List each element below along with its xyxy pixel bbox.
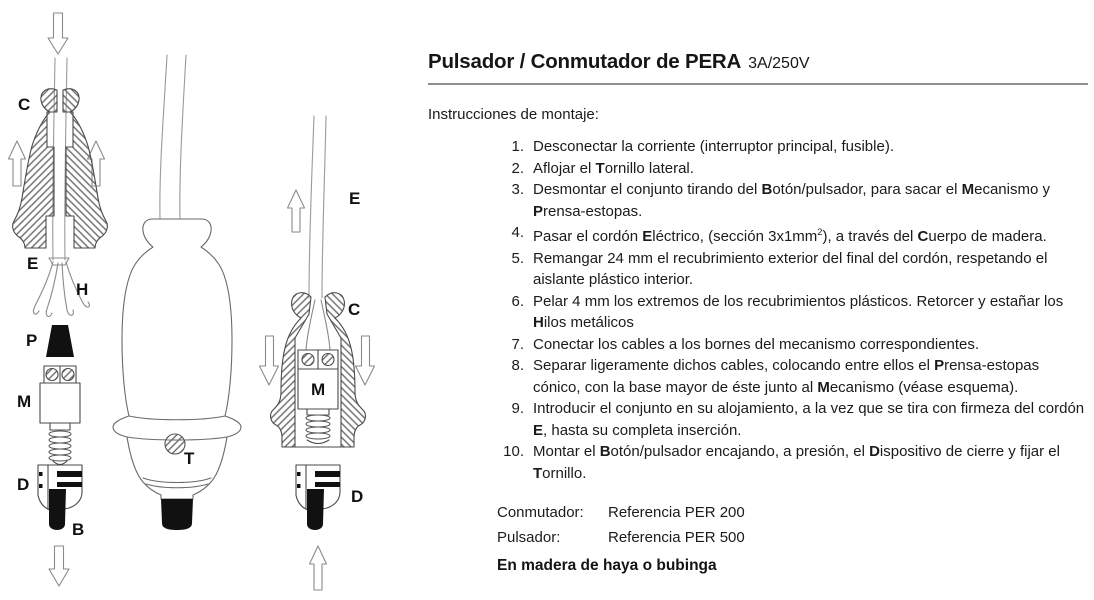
instruction-text: Pasar el cordón Eléctrico, (sección $3x1mm^2$), a través del Cuerpo de madera. — [533, 227, 1047, 245]
instruction-number: 7. — [511, 335, 524, 353]
mechanism-drawing — [40, 366, 80, 465]
cord-drawing — [309, 116, 314, 298]
pear-body-outline — [113, 219, 241, 499]
part-label-e-left: E — [27, 254, 39, 273]
instruction-number: 4. — [511, 224, 524, 241]
title-row — [428, 50, 1088, 74]
down-arrow-icon — [48, 13, 68, 54]
instruction-content — [428, 50, 1088, 575]
reference-label: Pulsador: — [497, 529, 561, 546]
part-label-c-right: C — [348, 300, 361, 319]
terminal-screw-icon — [46, 369, 58, 381]
instruction-text: Introducir el conjunto en su alojamiento, a la vez que se tira con firmeza del cordón E, hasta su completa inserción. — [533, 400, 1085, 439]
section-heading: Instrucciones de montaje: — [428, 106, 599, 123]
instruction-number: 9. — [511, 400, 524, 417]
instruction-text: Montar el Botón/pulsador encajando, a presión, el Dispositivo de cierre y fijar el Tornillo. — [533, 443, 1060, 482]
instruction-number: 10. — [503, 443, 524, 460]
part-label-b-left: B — [72, 520, 85, 539]
part-label-d-right: D — [351, 487, 364, 506]
instruction-number: 8. — [511, 357, 524, 374]
instruction-text: Conectar los cables a los bornes del mecanismo correspondientes. — [533, 335, 980, 353]
terminal-screw-icon — [62, 369, 74, 381]
assembled-view — [113, 55, 241, 530]
reference-block — [497, 500, 1088, 550]
page-title: Pulsador / Conmutador de PERA — [428, 50, 742, 73]
part-label-p-left: P — [26, 331, 38, 350]
reference-value: Referencia PER 200 — [608, 504, 745, 521]
instruction-item — [498, 222, 1088, 248]
title-divider — [428, 83, 1088, 85]
instruction-text: Remangar 24 mm el recubrimiento exterior del final del cordón, respetando el aislante plástico interior. — [533, 249, 1048, 288]
down-arrow-icon — [356, 336, 375, 385]
instruction-text: Desmontar el conjunto tirando del Botón/pulsador, para sacar el Mecanismo y Prensa-estopas. — [533, 181, 1050, 220]
threaded-stud-drawing — [49, 431, 71, 461]
instruction-list — [428, 136, 1088, 484]
instruction-number: 5. — [511, 249, 524, 267]
part-label-h-left: H — [76, 280, 89, 299]
instruction-item — [498, 248, 1088, 291]
instruction-item — [498, 398, 1088, 441]
up-arrow-icon — [310, 546, 327, 590]
part-label-m-left: M — [17, 392, 32, 411]
part-label-d-left: D — [17, 475, 30, 494]
button-drawing — [161, 499, 193, 530]
instruction-text: Desconectar la corriente (interruptor principal, fusible). — [533, 138, 894, 155]
side-screw-icon — [165, 434, 185, 454]
terminal-screw-icon — [302, 354, 314, 366]
instruction-item — [498, 441, 1088, 484]
instruction-item — [498, 334, 1088, 356]
prensa-estopas-cone — [46, 325, 74, 357]
reference-value: Referencia PER 500 — [608, 529, 745, 546]
wire-drawing — [62, 263, 73, 315]
reference-row — [497, 525, 1088, 550]
instruction-item — [498, 136, 1088, 158]
instruction-number: 2. — [511, 159, 524, 177]
wire-drawing — [46, 263, 58, 316]
instruction-item — [498, 355, 1088, 398]
reference-label: Conmutador: — [497, 504, 584, 521]
cord-drawing — [160, 55, 167, 218]
reference-row — [497, 500, 1088, 525]
assembly-diagram — [0, 0, 420, 600]
button-drawing — [49, 489, 66, 530]
down-arrow-icon — [49, 546, 69, 586]
electrical-rating: 3A/250V — [748, 55, 810, 72]
cord-drawing — [180, 55, 186, 218]
instruction-item — [498, 179, 1088, 222]
terminal-screw-icon — [322, 354, 334, 366]
instruction-text: Separar ligeramente dichos cables, colocando entre ellos el Prensa-estopas cónico, con la base mayor de éste junto al Mecanismo (véase esquema). — [533, 357, 1040, 396]
part-label-e-right: E — [349, 189, 361, 208]
exploded-view-right — [260, 116, 375, 590]
instruction-number: 1. — [511, 138, 524, 155]
part-label-m-right: M — [311, 380, 326, 399]
instruction-number: 3. — [511, 181, 524, 198]
down-arrow-icon — [260, 336, 279, 385]
instruction-text: Aflojar el Tornillo lateral. — [533, 159, 694, 177]
up-arrow-icon — [9, 141, 26, 186]
instruction-item — [498, 158, 1088, 180]
part-label-t-mid: T — [184, 449, 195, 468]
part-label-c-left: C — [18, 95, 31, 114]
cord-drawing — [322, 116, 326, 298]
instruction-text: Pelar 4 mm los extremos de los recubrimientos plásticos. Retorcer y estañar los Hilos metálicos — [533, 292, 1064, 331]
instruction-number: 6. — [511, 292, 524, 310]
up-arrow-icon — [288, 190, 305, 232]
instruction-item — [498, 291, 1088, 334]
material-note: En madera de haya o bubinga — [497, 557, 717, 574]
threaded-stud-drawing — [306, 415, 330, 439]
